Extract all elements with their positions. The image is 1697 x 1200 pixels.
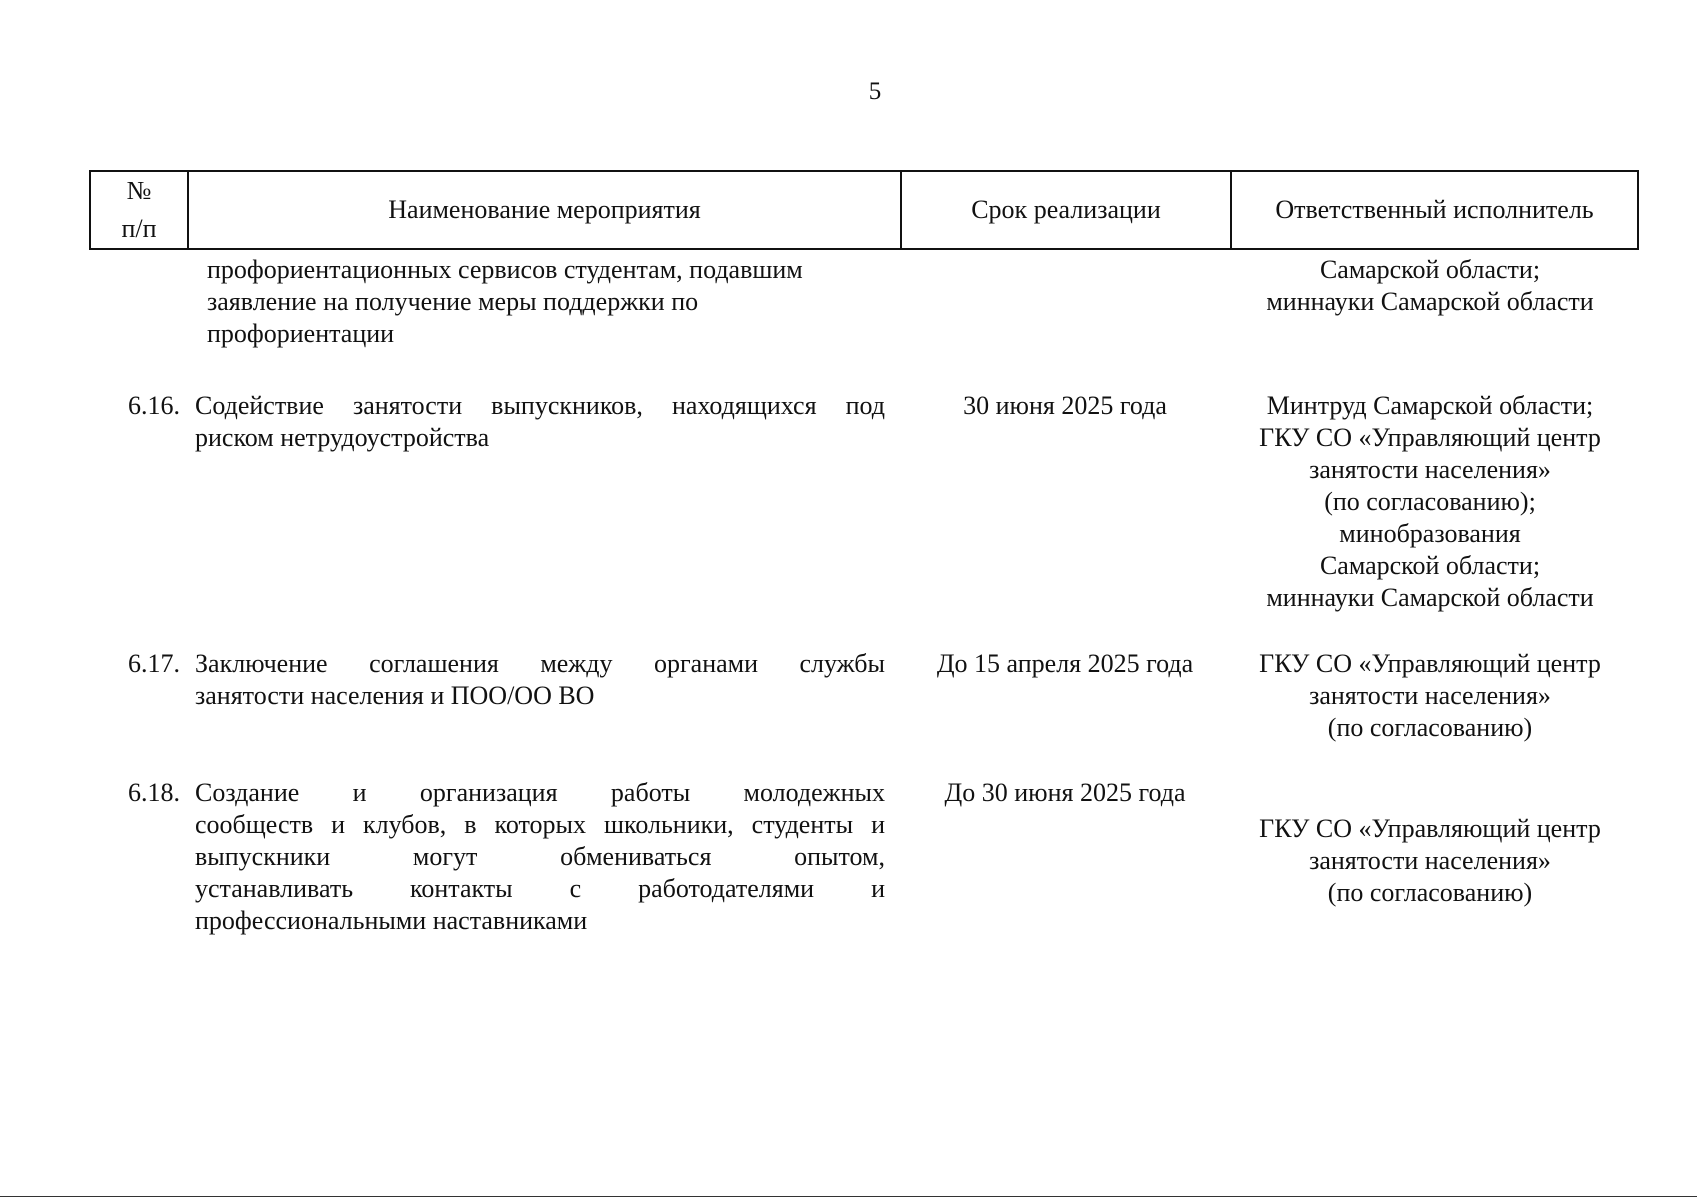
name-line: риском нетрудоустройства (195, 423, 490, 452)
resp-line: ГКУ СО «Управляющий центр (1259, 423, 1601, 452)
resp-line: минобразования (1339, 519, 1521, 548)
row-responsible (1235, 813, 1625, 909)
name-line: занятости населения и ПОО/ОО ВО (195, 681, 595, 710)
row-number: 6.17. (128, 649, 180, 678)
row-term: 30 июня 2025 года (963, 391, 1167, 420)
header-term: Срок реализации (901, 171, 1231, 249)
header-name: Наименование мероприятия (188, 171, 901, 249)
resp-line: Самарской области; (1319, 551, 1541, 580)
name-line: профориентации (207, 319, 395, 348)
name-line: Создание и организация работы молодежных (195, 778, 885, 807)
name-line: сообществ и клубов, в которых школьники, студенты и (195, 810, 885, 839)
continuation-name (207, 254, 887, 350)
row-name (195, 648, 885, 712)
name-line: профессиональными наставниками (195, 906, 588, 935)
page-bottom-rule (0, 1196, 1697, 1197)
name-line: устанавливать контакты с работодателями и (195, 874, 885, 903)
row-term: До 30 июня 2025 года (944, 778, 1186, 807)
resp-line: (по согласованию) (1327, 878, 1533, 907)
resp-line: ГКУ СО «Управляющий центр (1259, 649, 1601, 678)
name-line: Содействие занятости выпускников, находящихся под (195, 391, 885, 420)
name-line: профориентационных сервисов студентам, подавшим (207, 255, 803, 284)
continuation-responsible (1235, 254, 1625, 318)
row-responsible (1235, 390, 1625, 614)
row-number: 6.16. (128, 391, 180, 420)
name-line: заявление на получение меры поддержки по (207, 287, 699, 316)
row-name (195, 390, 885, 454)
resp-line: миннауки Самарской области (1266, 287, 1594, 316)
header-num-line: п/п (121, 214, 157, 243)
header-num-line: № (126, 176, 152, 205)
name-line: выпускники могут обмениваться опытом, (195, 842, 885, 871)
resp-line: Минтруд Самарской области; (1266, 391, 1594, 420)
resp-line: (по согласованию); (1324, 487, 1536, 516)
resp-line: (по согласованию) (1327, 713, 1533, 742)
table-header (89, 170, 1639, 250)
resp-line: миннауки Самарской области (1266, 583, 1594, 612)
page-number: 5 (868, 78, 882, 105)
resp-line: Самарской области; (1319, 255, 1541, 284)
header-responsible: Ответственный исполнитель (1231, 171, 1638, 249)
resp-line: занятости населения» (1309, 846, 1551, 875)
resp-line: ГКУ СО «Управляющий центр (1259, 814, 1601, 843)
row-number: 6.18. (128, 778, 180, 807)
resp-line: занятости населения» (1309, 681, 1551, 710)
row-responsible (1235, 648, 1625, 744)
row-name (195, 777, 885, 937)
row-term: До 15 апреля 2025 года (936, 649, 1194, 678)
name-line: Заключение соглашения между органами службы (195, 649, 885, 678)
header-num (90, 171, 188, 249)
resp-line: занятости населения» (1309, 455, 1551, 484)
